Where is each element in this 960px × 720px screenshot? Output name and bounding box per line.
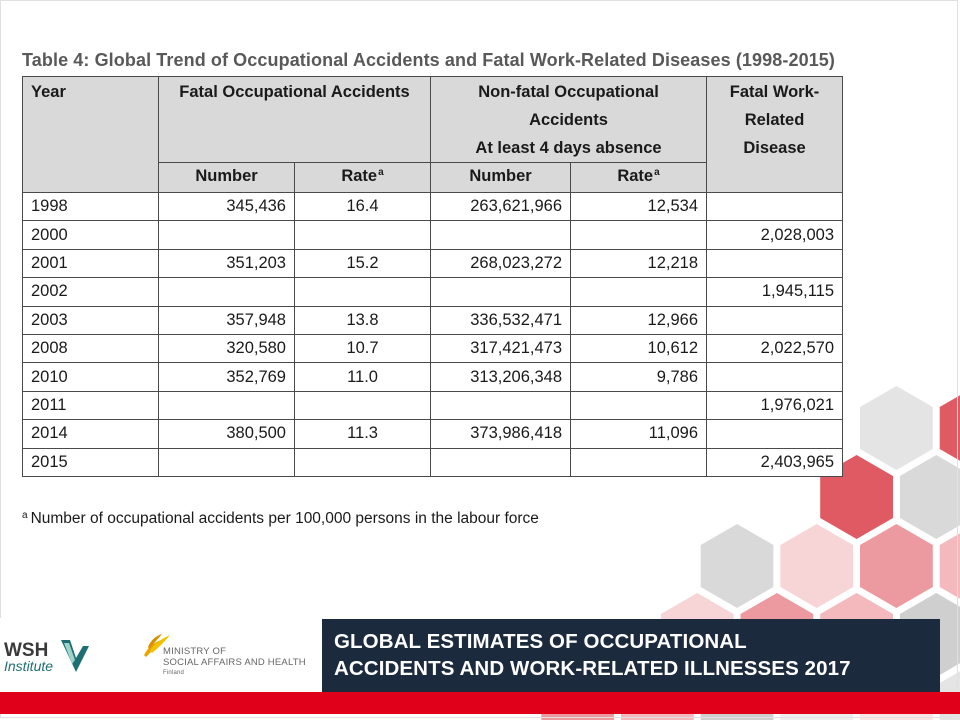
cell-year: 2002: [23, 278, 159, 306]
cell-fatal-disease: 2,028,003: [707, 221, 843, 249]
header-disease-line2: Related: [744, 111, 805, 129]
cell-nonfatal-rate: [571, 221, 707, 249]
table-row: [23, 420, 843, 448]
cell-fatal-disease: [707, 249, 843, 277]
cell-fatal-number: [159, 448, 295, 476]
cell-nonfatal-rate: 11,096: [571, 420, 707, 448]
wsh-checkmark-icon: [60, 638, 90, 674]
footnote-marker: a: [22, 510, 28, 521]
table-title: Table 4: Global Trend of Occupational Accidents and Fatal Work-Related Diseases (1998-2015): [22, 50, 836, 70]
cell-nonfatal-number: 336,532,471: [431, 306, 571, 334]
cell-fatal-disease: 2,403,965: [707, 448, 843, 476]
header-fatal-accidents: Fatal Occupational Accidents: [159, 77, 431, 163]
cell-year: 2000: [23, 221, 159, 249]
header-disease-line3: Disease: [743, 139, 806, 157]
cell-fatal-rate: [295, 221, 431, 249]
table-row: [23, 363, 843, 391]
subheader-nonfatal-rate: [571, 163, 707, 193]
cell-fatal-number: [159, 391, 295, 419]
cell-fatal-rate: 15.2: [295, 249, 431, 277]
cell-fatal-rate: 13.8: [295, 306, 431, 334]
table-row: [23, 306, 843, 334]
ministry-logo-text: [163, 646, 306, 679]
rate-label: Rate: [341, 167, 378, 185]
subheader-fatal-number: Number: [159, 163, 295, 193]
cell-fatal-number: 380,500: [159, 420, 295, 448]
table-row: [23, 278, 843, 306]
cell-nonfatal-number: 373,986,418: [431, 420, 571, 448]
wsh-logo-subtitle: Institute: [4, 658, 54, 674]
cell-nonfatal-rate: 12,966: [571, 306, 707, 334]
cell-fatal-number: 320,580: [159, 334, 295, 362]
title-banner: [322, 619, 940, 692]
header-fatal-disease: [707, 77, 843, 193]
header-nonfatal-line3: At least 4 days absence: [475, 139, 662, 157]
subheader-nonfatal-number: Number: [431, 163, 571, 193]
cell-fatal-disease: 1,976,021: [707, 391, 843, 419]
cell-fatal-disease: [707, 420, 843, 448]
cell-fatal-number: [159, 278, 295, 306]
cell-fatal-rate: [295, 448, 431, 476]
ministry-line1: MINISTRY OF: [163, 646, 227, 657]
cell-fatal-number: [159, 221, 295, 249]
ministry-line2: SOCIAL AFFAIRS AND HEALTH: [163, 657, 306, 668]
cell-nonfatal-number: [431, 278, 571, 306]
cell-year: 2003: [23, 306, 159, 334]
cell-fatal-rate: 11.0: [295, 363, 431, 391]
cell-year: 2001: [23, 249, 159, 277]
cell-fatal-disease: [707, 363, 843, 391]
footnote-text: Number of occupational accidents per 100,000 persons in the labour force: [30, 510, 539, 527]
cell-nonfatal-number: [431, 448, 571, 476]
cell-nonfatal-rate: [571, 448, 707, 476]
table-header-row: [23, 77, 843, 163]
cell-fatal-number: 357,948: [159, 306, 295, 334]
subheader-fatal-rate: [295, 163, 431, 193]
cell-year: 2008: [23, 334, 159, 362]
cell-year: 2015: [23, 448, 159, 476]
cell-fatal-disease: [707, 306, 843, 334]
cell-year: 2010: [23, 363, 159, 391]
footer-red-bar: [0, 692, 960, 714]
cell-nonfatal-number: [431, 391, 571, 419]
banner-title-line1: GLOBAL ESTIMATES OF OCCUPATIONAL: [334, 630, 747, 653]
cell-fatal-rate: 10.7: [295, 334, 431, 362]
table-row: [23, 391, 843, 419]
header-nonfatal-line2: Accidents: [529, 111, 608, 129]
cell-fatal-disease: [707, 193, 843, 221]
cell-fatal-number: 345,436: [159, 193, 295, 221]
cell-fatal-number: 352,769: [159, 363, 295, 391]
cell-fatal-rate: [295, 278, 431, 306]
cell-nonfatal-rate: 12,218: [571, 249, 707, 277]
table-row: [23, 249, 843, 277]
cell-year: 1998: [23, 193, 159, 221]
cell-nonfatal-number: [431, 221, 571, 249]
table-row: [23, 193, 843, 221]
cell-fatal-rate: 11.3: [295, 420, 431, 448]
cell-nonfatal-rate: [571, 391, 707, 419]
cell-nonfatal-number: 313,206,348: [431, 363, 571, 391]
table-row: [23, 334, 843, 362]
table-row: [23, 448, 843, 476]
wsh-logo-name: WSH: [4, 640, 49, 661]
cell-fatal-rate: 16.4: [295, 193, 431, 221]
header-year: Year: [23, 77, 159, 193]
cell-nonfatal-rate: [571, 278, 707, 306]
table-row: [23, 221, 843, 249]
ministry-line3: Finland: [163, 670, 185, 676]
cell-fatal-disease: 1,945,115: [707, 278, 843, 306]
rate-superscript: a: [378, 167, 384, 178]
header-nonfatal-line1: Non-fatal Occupational: [478, 83, 659, 101]
table-footnote: [22, 510, 539, 528]
cell-fatal-disease: 2,022,570: [707, 334, 843, 362]
rate-label: Rate: [617, 167, 654, 185]
cell-nonfatal-rate: 10,612: [571, 334, 707, 362]
occupational-accidents-table: [22, 76, 843, 477]
rate-superscript: a: [654, 167, 660, 178]
cell-nonfatal-number: 263,621,966: [431, 193, 571, 221]
cell-nonfatal-rate: 9,786: [571, 363, 707, 391]
cell-fatal-rate: [295, 391, 431, 419]
cell-year: 2014: [23, 420, 159, 448]
header-nonfatal-accidents: [431, 77, 707, 163]
cell-nonfatal-number: 268,023,272: [431, 249, 571, 277]
cell-fatal-number: 351,203: [159, 249, 295, 277]
banner-title-line2: ACCIDENTS AND WORK-RELATED ILLNESSES 2017: [334, 657, 851, 680]
cell-nonfatal-rate: 12,534: [571, 193, 707, 221]
table-body: [23, 193, 843, 477]
cell-nonfatal-number: 317,421,473: [431, 334, 571, 362]
header-disease-line1: Fatal Work-: [729, 83, 820, 101]
cell-year: 2011: [23, 391, 159, 419]
